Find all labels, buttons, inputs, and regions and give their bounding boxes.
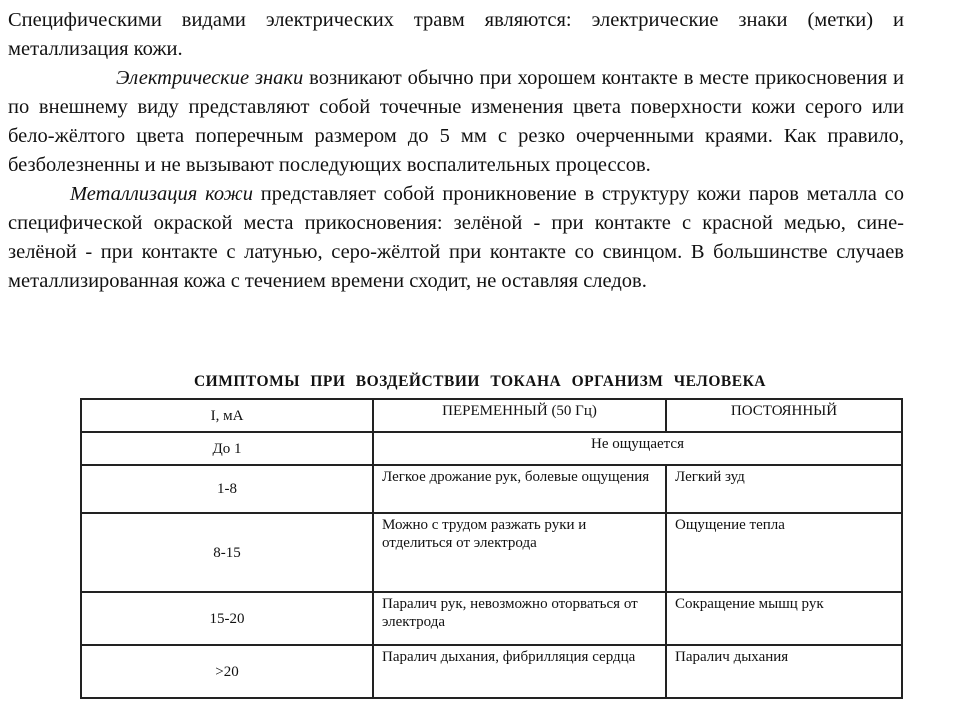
cell-alternating: Паралич дыхания, фибрилляция сердца <box>373 645 666 698</box>
table-row <box>81 592 902 645</box>
paragraph-skin-metallization <box>8 180 904 296</box>
header-direct: ПОСТОЯННЫЙ <box>666 399 902 432</box>
cell-current: До 1 <box>81 432 373 465</box>
cell-current: 15-20 <box>81 592 373 645</box>
body-text <box>8 6 904 296</box>
cell-alternating: Можно с трудом разжать руки и отделиться от электрода <box>373 513 666 592</box>
table-caption: СИМПТОМЫ ПРИ ВОЗДЕЙСТВИИ ТОКАНА ОРГАНИЗМ ЧЕЛОВЕКА <box>193 373 767 390</box>
header-current: I, мА <box>81 399 373 432</box>
term-electric-signs: Электрические знаки <box>116 67 304 89</box>
cell-direct: Паралич дыхания <box>666 645 902 698</box>
cell-current: >20 <box>81 645 373 698</box>
cell-alternating: Легкое дрожание рук, болевые ощущения <box>373 465 666 513</box>
cell-alternating: Паралич рук, невозможно оторваться от электрода <box>373 592 666 645</box>
table-row <box>81 432 902 465</box>
paragraph-electric-signs <box>8 64 904 180</box>
table-row <box>81 513 902 592</box>
term-skin-metallization: Металлизация кожи <box>70 183 253 205</box>
cell-direct: Ощущение тепла <box>666 513 902 592</box>
cell-current: 1-8 <box>81 465 373 513</box>
cell-current: 8-15 <box>81 513 373 592</box>
symptoms-table <box>80 398 903 699</box>
table-row <box>81 645 902 698</box>
cell-direct: Сокращение мышц рук <box>666 592 902 645</box>
cell-direct: Легкий зуд <box>666 465 902 513</box>
electric-signs-description: возникают обычно при хорошем контакте в месте прикосновения и по внешнему виду представляют собой точечные изменения цвета поверхности кожи серого или бело-жёлтого цвета поперечным размером до 5 мм с резко очерченными краями. Как правило, безболезненны и не вызывают последующих воспалительных процессов. <box>8 67 904 176</box>
paragraph-intro: Специфическими видами электрических травм являются: электрические знаки (метки) и металлизация кожи. <box>8 9 904 60</box>
skin-metallization-description: представляет собой проникновение в структуру кожи паров металла со специфической окраской места прикосновения: зелёной - при контакте с красной медью, сине-зелёной - при контакте с латунью, серо-жёлтой при контакте со свинцом. В большинстве случаев металлизированная кожа с течением времени сходит, не оставляя следов. <box>8 183 904 292</box>
header-alternating: ПЕРЕМЕННЫЙ (50 Гц) <box>373 399 666 432</box>
table-row <box>81 465 902 513</box>
cell-merged: Не ощущается <box>373 432 902 465</box>
table-header-row <box>81 399 902 432</box>
